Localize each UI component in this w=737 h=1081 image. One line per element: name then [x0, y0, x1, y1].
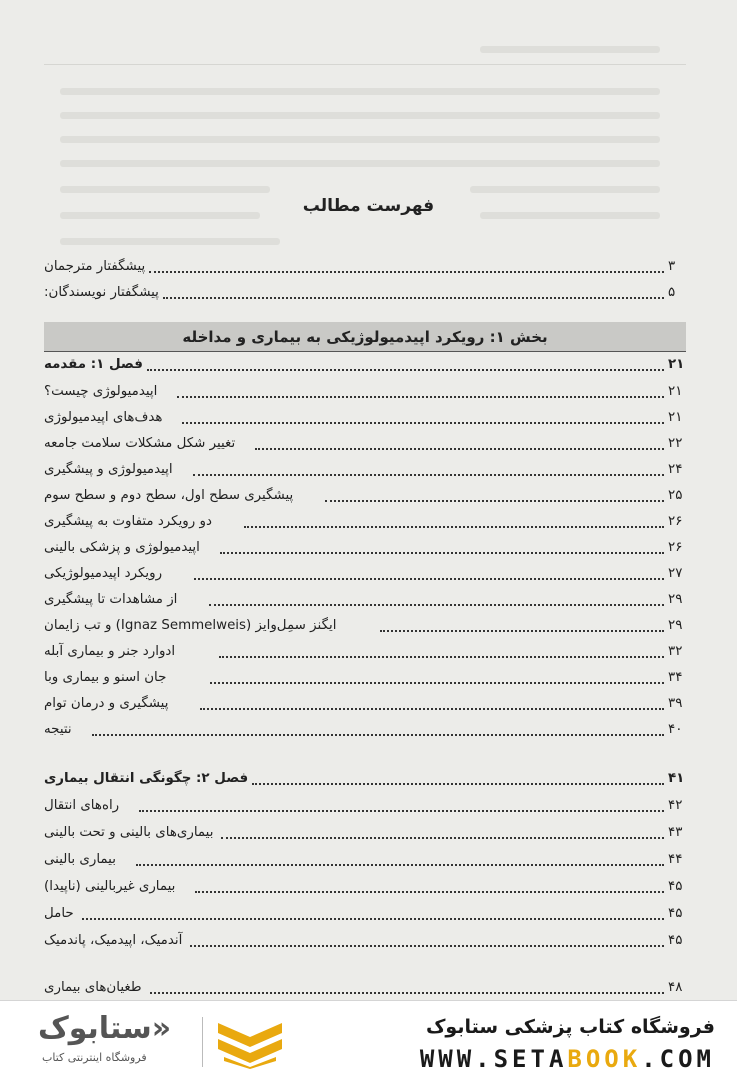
- store-banner: [0, 1000, 737, 1081]
- logo-tagline: فروشگاه اینترنتی کتاب: [42, 1051, 147, 1064]
- leader-dots: [219, 656, 664, 658]
- leader-dots: [252, 783, 664, 785]
- toc-row[interactable]: [44, 795, 686, 817]
- url-suffix: .COM: [641, 1045, 715, 1073]
- entry-title: ایگنز سمِل‌وایز (Ignaz Semmelweis) و تب زایمان: [44, 618, 337, 633]
- entry-title: از مشاهدات تا پیشگیری: [44, 592, 178, 607]
- toc-row[interactable]: [44, 822, 686, 844]
- entry-title: رویکرد اپیدمیولوژیکی: [44, 566, 163, 581]
- leader-dots: [182, 422, 664, 424]
- entry-title: پیشگفتار نویسندگان:: [44, 285, 159, 300]
- leader-dots: [136, 864, 664, 866]
- entry-title: حامل: [44, 906, 74, 921]
- entry-page: ۳۴: [668, 670, 683, 685]
- toc-row[interactable]: [44, 903, 686, 925]
- toc-row[interactable]: [44, 589, 686, 611]
- toc-row[interactable]: [44, 511, 686, 533]
- toc-row-preface-authors[interactable]: [44, 282, 686, 304]
- leader-dots: [194, 578, 664, 580]
- entry-title: تغییر شکل مشکلات سلامت جامعه: [44, 436, 236, 451]
- entry-page: ۲۱: [668, 384, 683, 399]
- leader-dots: [147, 369, 664, 371]
- entry-page: ۲۹: [668, 592, 683, 607]
- leader-dots: [193, 474, 664, 476]
- leader-dots: [210, 682, 664, 684]
- chapter-title: فصل ۲: چگونگی انتقال بیماری: [44, 771, 249, 786]
- leader-dots: [177, 396, 664, 398]
- entry-title: هدف‌های اپیدمیولوژی: [44, 410, 163, 425]
- leader-dots: [82, 918, 664, 920]
- toc-row[interactable]: [44, 930, 686, 952]
- book-chevron-icon: [214, 1017, 286, 1069]
- entry-title: طغیان‌های بیماری: [44, 980, 142, 995]
- entry-page: ۴۸: [668, 980, 683, 995]
- entry-title: بیماری بالینی: [44, 852, 116, 867]
- toc-row[interactable]: [44, 667, 686, 689]
- store-url[interactable]: [420, 1045, 715, 1073]
- url-prefix: WWW.SETA: [419, 1045, 568, 1073]
- toc-row[interactable]: [44, 641, 686, 663]
- url-highlight: BOOK: [567, 1045, 642, 1073]
- leader-dots: [255, 448, 664, 450]
- part-heading: بخش ۱: رویکرد اپیدمیولوژیکی به بیماری و مداخله: [44, 322, 686, 351]
- entry-page: ۴۲: [668, 798, 683, 813]
- toc-row[interactable]: [44, 719, 686, 741]
- part-divider: [44, 351, 686, 352]
- entry-title: ادوارد جنر و بیماری آبله: [44, 644, 176, 659]
- toc-chapter-2[interactable]: [44, 768, 686, 790]
- entry-title: آندمیک، اپیدمیک، پاندمیک: [44, 933, 183, 948]
- toc-row[interactable]: [44, 459, 686, 481]
- entry-page: ۳: [668, 259, 676, 274]
- entry-page: ۲۵: [668, 488, 683, 503]
- page-title: فهرست مطالب: [302, 196, 435, 216]
- leader-dots: [195, 891, 664, 893]
- entry-title: دو رویکرد متفاوت به پیشگیری: [44, 514, 212, 529]
- entry-title: پیشگیری و درمان توام: [44, 696, 169, 711]
- entry-page: ۲۶: [668, 540, 683, 555]
- toc-row[interactable]: [44, 693, 686, 715]
- leader-dots: [244, 526, 664, 528]
- toc-row-cut-off[interactable]: [44, 975, 686, 999]
- entry-title: اپیدمیولوژی چیست؟: [44, 384, 158, 399]
- leader-dots: [149, 271, 664, 273]
- entry-title: بیماری‌های بالینی و تحت بالینی: [44, 825, 214, 840]
- leader-dots: [92, 734, 664, 736]
- leader-dots: [150, 992, 665, 994]
- toc-row[interactable]: [44, 876, 686, 898]
- entry-page: ۴۵: [668, 906, 683, 921]
- toc-chapter-1[interactable]: [44, 354, 686, 376]
- toc-row[interactable]: [44, 849, 686, 871]
- entry-page: ۴۰: [668, 722, 683, 737]
- chapter-page: ۲۱: [668, 357, 685, 372]
- toc-row-preface-translators[interactable]: [44, 256, 686, 278]
- toc-row[interactable]: [44, 485, 686, 507]
- toc-row[interactable]: [44, 433, 686, 455]
- entry-page: ۴۴: [668, 852, 683, 867]
- entry-page: ۳۲: [668, 644, 683, 659]
- entry-page: ۴۳: [668, 825, 683, 840]
- entry-page: ۲۴: [668, 462, 683, 477]
- leader-dots: [325, 500, 664, 502]
- toc-row[interactable]: [44, 407, 686, 429]
- logo-divider: [202, 1017, 203, 1067]
- entry-title: بیماری غیربالینی (ناپیدا): [44, 879, 176, 894]
- store-name: فروشگاه کتاب پزشکی ستابوک: [425, 1016, 715, 1038]
- leader-dots: [200, 708, 664, 710]
- leader-dots: [209, 604, 664, 606]
- toc-row[interactable]: [44, 381, 686, 403]
- entry-title: نتیجه: [44, 722, 72, 737]
- leader-dots: [380, 630, 664, 632]
- entry-page: ۲۱: [668, 410, 683, 425]
- leader-dots: [220, 552, 664, 554]
- entry-page: ۳۹: [668, 696, 683, 711]
- chapter-page: ۴۱: [668, 771, 685, 786]
- entry-page: ۴۵: [668, 933, 683, 948]
- setabook-logo[interactable]: [34, 1013, 294, 1073]
- leader-dots: [190, 945, 664, 947]
- entry-page: ۲۲: [668, 436, 683, 451]
- toc-row[interactable]: [44, 615, 686, 637]
- entry-title: جان اسنو و بیماری وبا: [44, 670, 167, 685]
- entry-title: اپیدمیولوژی و پیشگیری: [44, 462, 173, 477]
- leader-dots: [163, 297, 664, 299]
- toc-row[interactable]: [44, 563, 686, 585]
- leader-dots: [221, 837, 664, 839]
- entry-title: پیشگفتار مترجمان: [44, 259, 146, 274]
- entry-page: ۵: [668, 285, 676, 300]
- entry-title: اپیدمیولوژی و پزشکی بالینی: [44, 540, 200, 555]
- entry-page: ۲۶: [668, 514, 683, 529]
- toc-row[interactable]: [44, 537, 686, 559]
- entry-title: پیشگیری سطح اول، سطح دوم و سطح سوم: [44, 488, 294, 503]
- logo-wordmark: «ستابوک: [38, 1011, 172, 1046]
- entry-page: ۴۵: [668, 879, 683, 894]
- entry-title: راه‌های انتقال: [44, 798, 120, 813]
- entry-page: ۲۹: [668, 618, 683, 633]
- leader-dots: [139, 810, 664, 812]
- chapter-title: فصل ۱: مقدمه: [44, 357, 143, 372]
- entry-page: ۲۷: [668, 566, 683, 581]
